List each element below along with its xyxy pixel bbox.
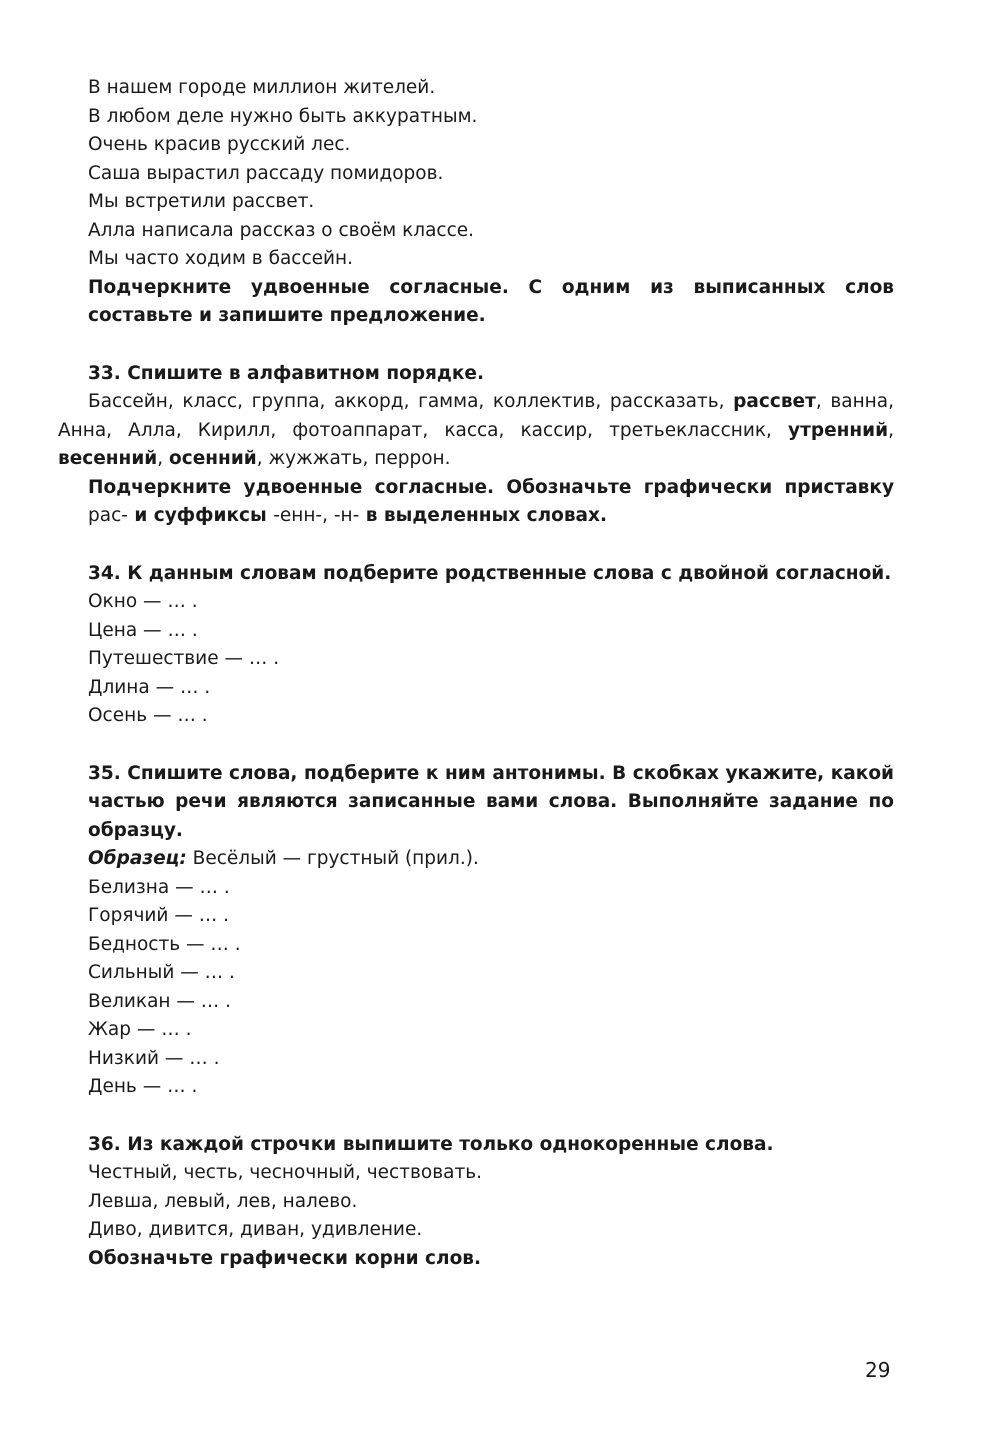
list-item: Диво, дивится, диван, удивление. [88, 1219, 423, 1240]
list-item: Великан — … . [88, 990, 232, 1012]
list-item: Путешествие — … . [88, 648, 280, 669]
sentence: Алла написала рассказ о своём классе. [88, 219, 475, 241]
text-span: Бассейн, класс, группа, аккорд, гамма, коллектив, рассказать, [88, 391, 734, 412]
list-item: Низкий — … . [88, 1047, 220, 1069]
sentence: Мы часто ходим в бассейн. [88, 248, 354, 269]
list-item: День — … . [88, 1076, 198, 1097]
example-line [88, 845, 894, 874]
suffix-text: -енн-, -н- [273, 505, 360, 526]
instruction-text: в выделенных словах. [359, 505, 607, 526]
exercise-35 [88, 760, 894, 1102]
sentence: Очень красив русский лес. [88, 134, 351, 155]
page-content [58, 74, 894, 1273]
prefix-text: рас- [88, 505, 128, 526]
list-item: Честный, честь, чесночный, чествовать. [88, 1162, 483, 1183]
text-span: , [157, 448, 170, 469]
text-span: , жужжать, перрон. [256, 448, 451, 469]
spacer [88, 531, 894, 560]
exercise-36 [88, 1131, 894, 1274]
highlighted-word: утренний [788, 419, 889, 441]
sentence: В любом деле нужно быть аккуратным. [88, 105, 478, 127]
spacer [88, 1102, 894, 1131]
list-item: Горячий — … . [88, 905, 229, 926]
exercise-heading: 36. Из каждой строчки выпишите только однокоренные слова. [88, 1133, 774, 1155]
list-item: Бедность — … . [88, 933, 241, 955]
sentence-list [88, 74, 894, 274]
exercise-heading: 33. Спишите в алфавитном порядке. [88, 362, 485, 384]
instruction [88, 474, 894, 531]
text-span: , [888, 419, 894, 441]
list-item: Длина — … . [88, 676, 211, 698]
sentence: Мы встретили рассвет. [88, 191, 315, 212]
list-item: Левша, левый, лев, налево. [88, 1190, 358, 1212]
list-item: Жар — … . [88, 1019, 192, 1040]
highlighted-word: осенний [169, 448, 257, 469]
text-span: , ванна, Анна, Алла, Кирилл, фотоаппарат, касса, кассир, третьеклассник, [58, 391, 894, 441]
instruction-text: Подчеркните удвоенные согласные. Обозначьте графически приставку [88, 476, 894, 498]
exercise-heading: 35. Спишите слова, подберите к ним антонимы. В скобках укажите, какой частью речи являются записанные вами слова. Выполняйте задание по образцу. [88, 762, 894, 841]
instruction: Подчеркните удвоенные согласные. С одним из выписанных слов составьте и запишите предложение. [88, 276, 894, 326]
exercise-heading: 34. К данным словам подберите родственные слова с двойной согласной. [88, 562, 892, 584]
instruction: Обозначьте графически корни слов. [88, 1247, 482, 1269]
sentence: Саша вырастил рассаду помидоров. [88, 162, 444, 184]
exercise-33 [58, 360, 894, 531]
spacer [88, 731, 894, 760]
example-text: Весёлый — грустный (прил.). [186, 848, 479, 869]
exercise-34 [88, 560, 894, 731]
list-item: Цена — … . [88, 619, 198, 641]
sentence: В нашем городе миллион жителей. [88, 77, 436, 98]
highlighted-word: весенний [58, 448, 158, 469]
example-label: Образец: [88, 848, 187, 869]
spacer [88, 331, 894, 360]
list-item: Осень — … . [88, 705, 208, 726]
page-number: 29 [865, 1358, 891, 1382]
list-item: Белизна — … . [88, 876, 230, 898]
highlighted-word: рассвет [733, 391, 816, 412]
word-list [58, 388, 894, 474]
instruction-text: и суффиксы [127, 505, 274, 526]
list-item: Окно — … . [88, 591, 198, 612]
list-item: Сильный — … . [88, 962, 235, 983]
